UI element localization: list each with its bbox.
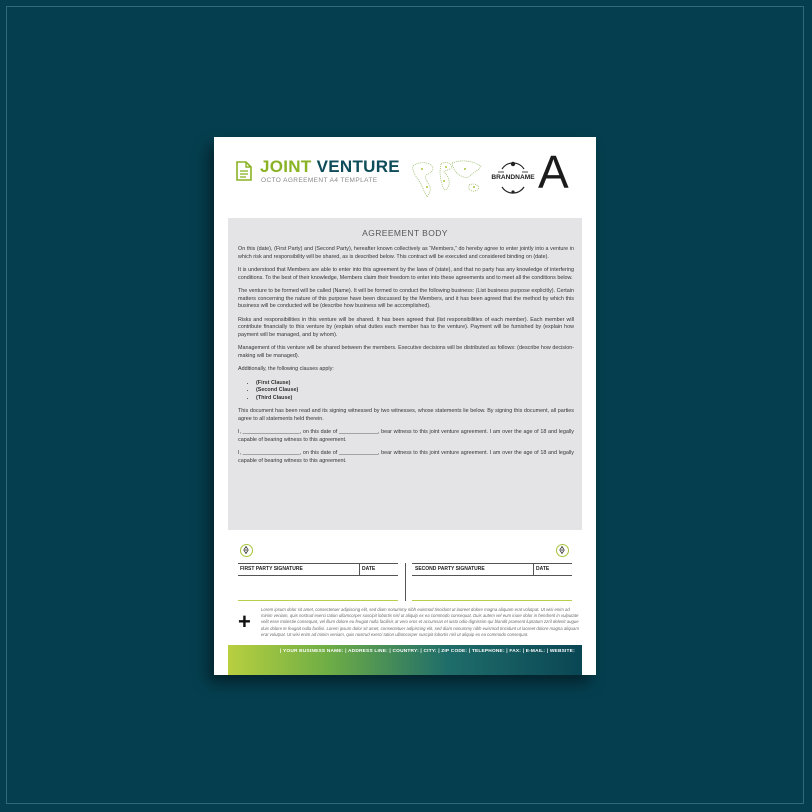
first-party-signature-label: FIRST PARTY SIGNATURE (240, 566, 303, 572)
first-party-date-label: DATE (362, 566, 376, 572)
signature-underline (412, 600, 572, 601)
clause-item: • (First Clause) (256, 380, 574, 388)
date-divider (533, 563, 534, 575)
world-map-icon (410, 157, 484, 199)
clause-item: • (Third Clause) (256, 395, 574, 403)
paragraph: The venture to be formed will be called (Name). It will be formed to conduct the following business: (List business purpose explicitly). Certain matters concerning the nature of this purpose have been discussed by the Members, and it has been agreed that the method by which this business will be conducted will be (describe how business will be accomplished). (238, 288, 574, 309)
clause-list (256, 380, 574, 403)
clause-item: • (Second Clause) (256, 387, 574, 395)
pen-nib-icon (240, 544, 253, 557)
signature-line (412, 575, 572, 576)
document-icon (236, 161, 252, 181)
signature-line (238, 563, 398, 564)
footer-contact-line: | YOUR BUSINESS NAME: | ADDRESS LINE: | COUNTRY: | CITY: | ZIP CODE: | TELEPHONE: | FAX: | E-MAIL: | WEBSITE: (280, 649, 575, 654)
title-word-1: JOINT (260, 157, 312, 176)
agreement-body (228, 218, 582, 530)
document-header (214, 137, 596, 217)
agreement-body-title: AGREEMENT BODY (362, 228, 448, 238)
date-divider (359, 563, 360, 575)
second-party-date-label: DATE (536, 566, 550, 572)
paragraph: It is understood that Members are able to enter into this agreement by the laws of (state), and that no party has any knowledge of interfering conditions. To the best of their knowledge, Members claim their freedom to enter into these agreements and to meet all the conditions below. (238, 267, 574, 281)
title-word-2: VENTURE (316, 157, 400, 176)
pen-nib-icon (556, 544, 569, 557)
witness-statement-1: I, ___________________, on this date of _____________, bear witness to this joint venture agreement. I am over the age of 18 and legally capable of bearing witness to this agreement. (238, 429, 574, 443)
document-subtitle: OCTO AGREEMENT A4 TEMPLATE (261, 177, 378, 184)
notes-text: Lorem ipsum dolor sit amet, consectetuer adipiscing elit, sed diam nonummy nibh euismod tincidunt ut laoreet dolore magna aliquam erat volutpat. Ut wisi enim ad minim veniam, quis nostrud exerci tation ullamcorper suscipit lobortis nisl ut aliquip ex ea commodo consequat. Duis autem vel eum iriure dolor in hendrerit in vulputate velit esse molestie consequat, vel illum dolore eu feugiat nulla facilisis at vero eros et accumsan et iusto odio dignissim qui blandit praesent luptatum zzril delenit augue duis dolore te feugait nulla facilisi. Lorem ipsum dolor sit amet, consectetuer adipiscing elit, sed diam nonummy nibh euismod tincidunt ut laoreet dolore magna aliquam erat volutpat. Ut wisi enim ad minim veniam, quis nostrud exerci tation ullamcorper suscipit lobortis nisl ut aliquip ex ea commodo consequat. (261, 607, 579, 637)
closing-paragraph: This document has been read and its signing witnessed by two witnesses, whose statements lie below. By signing this document, all parties agree to all statements held therein. (238, 408, 574, 422)
paragraph: Risks and responsibilities in this venture will be shared. It has been agreed that (list responsibilities of each member). Each member will contribute financially to this venture by (explain what duties each member has to the venture). Payment will be furnished by (explain how payment will be managed, and by whom). (238, 316, 574, 338)
signature-line (412, 563, 572, 564)
paragraph: Additionally, the following clauses apply: (238, 366, 334, 372)
paragraph: On this (date), (First Party) and (Second Party), hereafter known collectively as “Members,” do hereby agree to enter jointly into a venture in which risk and responsibility will be shared, as is described below. This contract will be executed and considered binding on (date). (238, 246, 574, 260)
second-party-signature-label: SECOND PARTY SIGNATURE (415, 566, 485, 572)
signature-line (238, 575, 398, 576)
contact-footer (228, 645, 582, 675)
plus-icon: + (238, 609, 251, 634)
document-title (260, 157, 400, 177)
brand-name: BRANDNAME (491, 174, 535, 181)
agreement-text (238, 246, 574, 471)
paragraph: Management of this venture will be shared between the members. Executive decisions will be distributed as follows: (describe how decision-making will be managed). (238, 345, 574, 359)
document-page (214, 137, 596, 675)
party-divider (405, 563, 406, 601)
witness-statement-2: I, ___________________, on this date of _____________, bear witness to this joint venture agreement. I am over the age of 18 and legally capable of bearing witness to this agreement. (238, 450, 574, 464)
brand-letter: A (538, 146, 569, 198)
brand-emblem (490, 155, 536, 201)
signature-underline (238, 600, 398, 601)
